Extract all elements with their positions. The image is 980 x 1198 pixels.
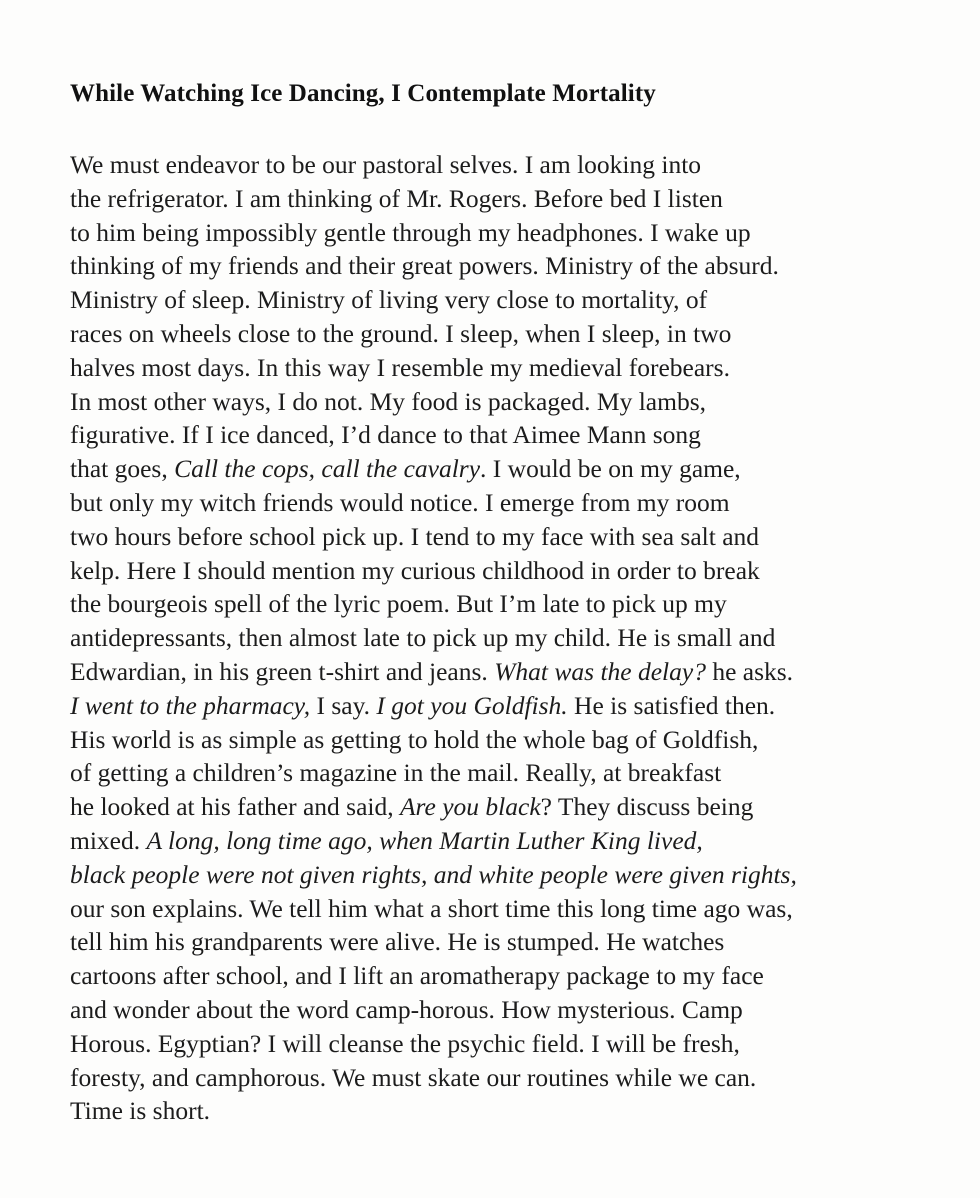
poem-line: [70, 452, 970, 486]
poem-line: [70, 1094, 970, 1128]
text-run: He is satisfied then.: [567, 690, 776, 720]
text-run: thinking of my friends and their great powers. Ministry of the absurd.: [70, 251, 779, 281]
poem-line: [70, 993, 970, 1027]
poem-line: [70, 824, 970, 858]
poem-line: [70, 1027, 970, 1061]
text-run: Time is short.: [70, 1096, 211, 1126]
text-run: to him being impossibly gentle through my headphones. I wake up: [70, 217, 751, 247]
italic-phrase: A long, long time ago, when Martin Luther King lived,: [146, 825, 703, 855]
text-run: figurative. If I ice danced, I’d dance to that Aimee Mann song: [70, 420, 701, 450]
text-run: foresty, and camphorous. We must skate our routines while we can.: [70, 1062, 757, 1092]
italic-phrase: I got you Goldfish.: [376, 690, 568, 720]
text-run: We must endeavor to be our pastoral selves. I am looking into: [70, 150, 702, 179]
poem-line: [70, 520, 970, 554]
text-run: halves most days. In this way I resemble my medieval forebears.: [70, 352, 730, 382]
text-run: kelp. Here I should mention my curious childhood in order to break: [70, 555, 760, 585]
poem-line: [70, 723, 970, 757]
text-run: of getting a children’s magazine in the mail. Really, at breakfast: [70, 758, 722, 788]
text-run: but only my witch friends would notice. I emerge from my room: [70, 487, 730, 517]
italic-phrase: What was the delay?: [494, 656, 706, 686]
text-run: Edwardian, in his green t-shirt and jeans.: [70, 656, 495, 686]
text-run: mixed.: [70, 825, 147, 855]
text-run: tell him his grandparents were alive. He is stumped. He watches: [70, 927, 725, 957]
poem-line: [70, 621, 970, 655]
text-run: the refrigerator. I am thinking of Mr. Rogers. Before bed I listen: [70, 183, 723, 213]
italic-phrase: black people were not given rights, and white people were given rights,: [70, 859, 797, 889]
text-run: ? They discuss being: [540, 792, 754, 822]
italic-phrase: I went to the pharmacy,: [70, 690, 311, 720]
text-run: he asks.: [705, 656, 794, 686]
poem-line: [70, 385, 970, 419]
poem-line: [70, 756, 970, 790]
text-run: Horous. Egyptian? I will cleanse the psychic field. I will be fresh,: [70, 1028, 740, 1058]
poem-line: [70, 1061, 970, 1095]
poem-line: [70, 216, 970, 250]
text-run: that goes,: [70, 454, 175, 484]
poem-title: While Watching Ice Dancing, I Contemplate Mortality: [70, 80, 656, 107]
poem-body: [70, 148, 970, 1128]
italic-phrase: Are you black: [399, 792, 541, 822]
text-run: two hours before school pick up. I tend to my face with sea salt and: [70, 521, 760, 551]
text-run: antidepressants, then almost late to pick up my child. He is small and: [70, 623, 776, 653]
poem-line: [70, 858, 970, 892]
poem-line: [70, 655, 970, 689]
poem-line: [70, 790, 970, 824]
text-run: our son explains. We tell him what a short time this long time ago was,: [70, 893, 793, 923]
poem-line: [70, 925, 970, 959]
text-run: cartoons after school, and I lift an aromatherapy package to my face: [70, 961, 764, 991]
poem-line: [70, 148, 970, 182]
poem-line: [70, 182, 970, 216]
text-run: races on wheels close to the ground. I sleep, when I sleep, in two: [70, 318, 732, 348]
text-run: and wonder about the word camp-horous. How mysterious. Camp: [70, 994, 743, 1024]
poem-line: [70, 249, 970, 283]
text-run: I say.: [310, 690, 377, 720]
poem-line: [70, 689, 970, 723]
poem-line: [70, 418, 970, 452]
poem-line: [70, 283, 970, 317]
text-run: . I would be on my game,: [480, 454, 741, 484]
poem-line: [70, 959, 970, 993]
text-run: Ministry of sleep. Ministry of living very close to mortality, of: [70, 285, 708, 315]
poem-line: [70, 587, 970, 621]
italic-phrase: Call the cops, call the cavalry: [174, 454, 481, 484]
poem-line: [70, 554, 970, 588]
text-run: In most other ways, I do not. My food is packaged. My lambs,: [70, 386, 706, 416]
poem-line: [70, 892, 970, 926]
text-run: the bourgeois spell of the lyric poem. But I’m late to pick up my: [70, 589, 727, 619]
poem-line: [70, 317, 970, 351]
text-run: His world is as simple as getting to hold the whole bag of Goldfish,: [70, 724, 759, 754]
poem-line: [70, 486, 970, 520]
poem-line: [70, 351, 970, 385]
text-run: he looked at his father and said,: [70, 792, 400, 822]
